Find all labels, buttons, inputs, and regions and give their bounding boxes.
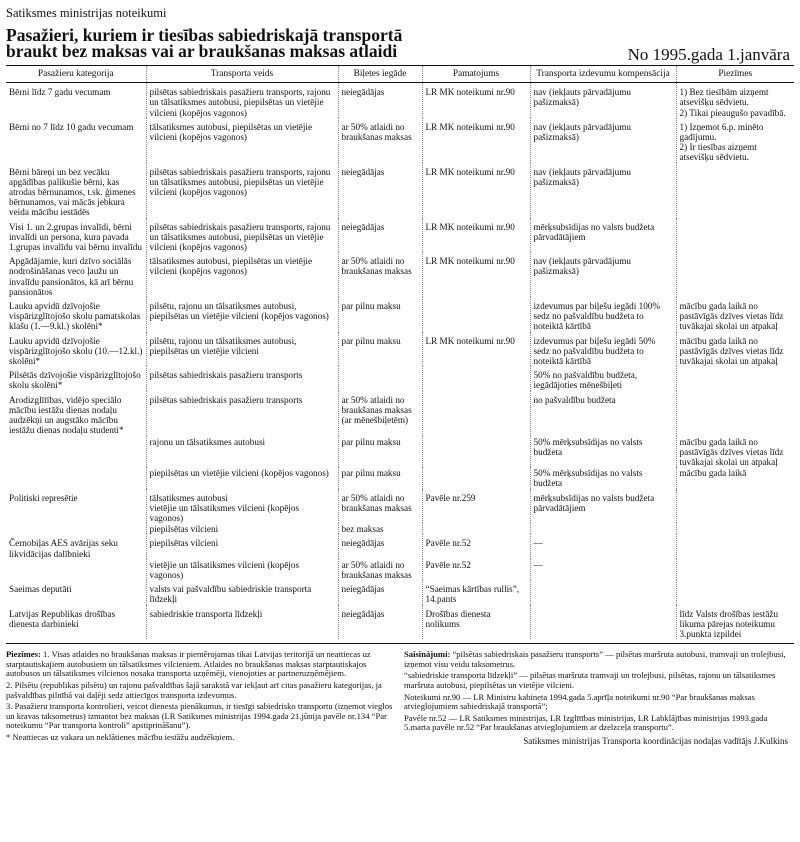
table-cell-notes: [676, 163, 794, 218]
table-row: [6, 580, 794, 604]
table-row: [6, 218, 794, 253]
table-cell-ticket: [338, 366, 422, 390]
table-cell-basis: LR MK noteikumi nr.90: [422, 332, 530, 367]
column-header: Pamatojums: [422, 66, 530, 83]
table-cell-basis: Pavēle nr.52: [422, 559, 530, 580]
table-cell-cat: Saeimas deputāti: [6, 580, 146, 604]
table-cell-cat: Arodizglītības, vidējo speciālo mācību iestāžu dienas nodaļu audzēkņi un augstāko mācību iestāžu dienas nodaļu studenti*: [6, 391, 146, 436]
table-cell-ticket: par pilnu maksu: [338, 297, 422, 332]
footnotes: [6, 650, 794, 746]
note-paragraph: * Neattiecas uz vakara un neklātienes mācību iestāžu audzēkņiem.: [6, 731, 235, 742]
table-cell-transport: pilsētas sabiedriskais pasažieru transports, rajonu un tālsatiksmes autobusi, piepilsētas un vietējie vilcieni (kopējos vagonos): [146, 83, 338, 118]
table-row: [6, 605, 794, 640]
table-cell-cat: Černobiļas AES avārijas seku likvidācijas dalībnieki: [6, 534, 146, 558]
table-cell-ticket: bez maksas: [338, 523, 422, 534]
note-paragraph: [6, 650, 396, 679]
table-cell-comp: mērķsubsīdijas no valsts budžeta pārvadātājiem: [530, 489, 676, 524]
table-cell-notes: 1) Izņemot 6.p. minēto gadījumu. 2) Ir tiesības aizņemt atsevišķu sēdvietu.: [679, 121, 764, 163]
table-cell-cat: Politiski represētie: [6, 489, 146, 524]
table-row: [6, 523, 794, 534]
table-cell-ticket: neiegādājas: [338, 83, 422, 118]
table-row: [6, 559, 794, 580]
table-cell-basis: [422, 297, 530, 332]
table-row: [6, 163, 794, 218]
table-cell-basis: “Saeimas kārtības rullis”, 14.pants: [422, 580, 530, 604]
table-cell-cat: Bērni bāreņi un bez vecāku apgādības palikušie bērni, kas atrodas bērnunamos, t.sk. ģimenes bērnunamos, vai mācās jebkura veida mācību iestādēs: [6, 163, 146, 218]
table-cell-transport: rajonu un tālsatiksmes autobusi: [146, 436, 338, 468]
table-cell-transport: pilsētas sabiedriskais pasažieru transports, rajonu un tālsatiksmes autobusi, piepilsētas un vietējie vilcieni (kopējos vagonos): [146, 163, 338, 218]
table-cell-basis: [422, 523, 530, 534]
table-row: [6, 118, 794, 163]
table-cell-comp: 50% mērķsubsīdijas no valsts budžeta: [530, 467, 676, 488]
table-cell-cat: Apgādājamie, kuri dzīvo sociālās nodrošināšanas veco ļaužu un invalīdu pansionātos, kā arī bērnu pansionātos: [6, 252, 146, 297]
effective-date: No 1995.gada 1.janvāra: [627, 45, 790, 64]
table-cell-transport: tālsatiksmes autobusi vietējie un tālsatiksmes vilcieni (kopējos vagonos): [146, 489, 338, 524]
table-row: [6, 467, 794, 488]
table-cell-basis: Drošības dienesta nolikums: [422, 605, 530, 640]
table-cell-comp: nav (iekļauts pārvadājumu pašizmaksā): [530, 252, 676, 297]
table-cell-comp: nav (iekļauts pārvadājumu pašizmaksā): [530, 83, 676, 118]
note-paragraph: Noteikumi nr.90 — LR Ministru kabineta 1994.gada 5.aprīļa noteikumi nr.90 “Par braukšanas maksas atvieglojumiem sabiedriskajā transportā”;: [404, 691, 755, 712]
table-cell-transport: piepilsētas vilcieni: [146, 534, 338, 558]
table-cell-notes: 1) Bez tiesībām aizņemt atsevišķu sēdvietu. 2) Tikai pieaugušo pavadībā.: [679, 87, 786, 118]
table-cell-comp: 50% mērķsubsīdijas no valsts budžeta: [530, 436, 676, 468]
title-line-1: Pasažieri, kuriem ir tiesības sabiedriskajā transportā: [6, 25, 403, 45]
table-cell-ticket: ar 50% atlaidi no braukšanas maksas: [338, 559, 422, 580]
table-cell-basis: LR MK noteikumi nr.90: [422, 218, 530, 253]
notes-column-left: [6, 650, 396, 746]
table-row: [6, 332, 794, 367]
table-cell-basis: [422, 436, 530, 468]
abbreviations-label: Saīsinājumi:: [404, 649, 451, 660]
table-cell-notes: [676, 559, 794, 580]
table-cell-ticket: neiegādājas: [338, 218, 422, 253]
table-cell-cat: Bērni līdz 7 gadu vecumam: [6, 83, 146, 118]
notes-column-right: [404, 650, 794, 746]
table-cell-comp: —: [530, 559, 676, 580]
table-row: [6, 366, 794, 390]
table-cell-ticket: neiegādājas: [338, 534, 422, 558]
table-row: [6, 83, 794, 118]
note-text: 1. Visas atlaides no braukšanas maksas ir piemērojamas tikai Latvijas teritorijā un neattiecas uz starptautiskajiem autobusiem un tālsatiksmes vilcieniem. Atlaides no braukšanas maksas starptautiskajos autobusos un tālsatiksmes vilcienos nosaka transporta uzņēmēji, vienojoties ar partneruzņēmējiem.: [6, 649, 371, 679]
note-paragraph: 3. Pasažieru transporta kontrolieri, veicot dienesta pienākumus, ir tiesīgi sabiedrisko transportu (izņemot vieglos un kravas taksometrus) izmantot bez maksas (LR Satiksmes ministrijas 1994.gada 21.jūnija pavēle nr.134 “Par noteikumu “Par transporta kontroli” apstiprināšanu”).: [6, 701, 393, 731]
table-cell-cat: Lauku apvidū dzīvojošie vispārizglītojošo skolu pamatskolas klašu (1.—9.kl.) skolēni*: [6, 297, 146, 332]
table-cell-cat: Latvijas Republikas drošības dienesta darbinieki: [6, 605, 146, 640]
table-cell-notes: [676, 366, 794, 390]
table-cell-notes: [676, 523, 794, 534]
table-cell-ticket: ar 50% atlaidi no braukšanas maksas: [338, 118, 422, 163]
table-cell-cat: [6, 436, 146, 468]
table-cell-cat: Lauku apvidū dzīvojošie vispārizglītojošo skolu (10.—12.kl.) skolēni*: [6, 332, 146, 367]
table-cell-cat: Bērni no 7 līdz 10 gadu vecumam: [6, 118, 146, 163]
table-cell-comp: mērķsubsīdijas no valsts budžeta pārvadātājiem: [530, 218, 676, 253]
column-header: Biļetes iegāde: [338, 66, 422, 83]
note-paragraph: “sabiedriskie transporta līdzekļi” — pilsētas maršruta tramvaji un trolejbusi, pilsētas, rajonu un tālsatiksmes maršruta autobusi, piepilsētas un vietējie vilcieni.: [404, 670, 776, 690]
benefits-table: [6, 65, 794, 639]
table-cell-comp: no pašvaldību budžeta: [530, 391, 676, 436]
table-cell-comp: [530, 523, 676, 534]
table-cell-notes: mācību gada laikā no pastāvīgās dzīves vietas līdz tuvākajai skolai un atpakaļ: [679, 301, 784, 332]
column-header: Transporta veids: [146, 66, 338, 83]
table-cell-transport: tālsatiksmes autobusi, piepilsētas un vietējie vilcieni (kopējos vagonos): [146, 252, 338, 297]
table-cell-cat: [6, 467, 146, 488]
table-cell-comp: nav (iekļauts pārvadājumu pašizmaksā): [530, 118, 676, 163]
table-cell-transport: tālsatiksmes autobusi, piepilsētas un vietējie vilcieni (kopējos vagonos): [146, 118, 338, 163]
table-cell-transport: pilsētas sabiedriskais pasažieru transports, rajonu un tālsatiksmes autobusi, piepilsētas un vietējie vilcieni (kopējos vagonos): [146, 218, 338, 253]
table-cell-transport: pilsētas sabiedriskais pasažieru transports: [146, 391, 338, 436]
table-cell-comp: izdevumus par biļešu iegādi 50% sedz no pašvaldību budžeta to noteiktā kārtībā: [530, 332, 676, 367]
table-cell-comp: [530, 605, 676, 640]
table-row: [6, 252, 794, 297]
table-cell-comp: —: [530, 534, 676, 558]
notes-label: Piezīmes:: [6, 649, 41, 660]
table-cell-ticket: ar 50% atlaidi no braukšanas maksas (ar mēnešbiļetēm): [338, 391, 422, 436]
table-cell-notes: mācību gada laikā no pastāvīgās dzīves vietas līdz tuvākajai skolai un atpakaļ: [679, 335, 784, 367]
table-cell-basis: LR MK noteikumi nr.90: [422, 83, 530, 118]
table-cell-ticket: ar 50% atlaidi no braukšanas maksas: [338, 489, 422, 524]
footer-divider: [6, 643, 794, 644]
table-cell-transport: pilsētu, rajonu un tālsatiksmes autobusi, piepilsētas un vietējie vilcieni (kopējos vagonos): [146, 297, 338, 332]
table-cell-comp: [530, 580, 676, 604]
table-cell-comp: 50% no pašvaldību budžeta, iegādājoties mēnešbiļeti: [530, 366, 676, 390]
note-paragraph: 2. Pilsētu (republikas pilsētu) un rajonu pašvaldības šajā sarakstā var iekļaut arī citas pasažieru kategorijas, ja pašvaldības pilnībā vai daļēji sedz attiecīgos transporta izdevumus.: [6, 679, 382, 700]
table-cell-notes: [676, 218, 794, 253]
table-row: [6, 391, 794, 436]
column-header: Pasažieru kategorija: [6, 66, 146, 83]
title-block: [6, 27, 794, 65]
table-row: [6, 534, 794, 558]
table-cell-ticket: ar 50% atlaidi no braukšanas maksas: [338, 252, 422, 297]
column-header: Piezīmes: [676, 66, 794, 83]
title-line-2: braukt bez maksas vai ar braukšanas maksas atlaidi: [6, 41, 398, 61]
table-cell-basis: [422, 366, 530, 390]
table-row: [6, 297, 794, 332]
table-cell-basis: [422, 391, 530, 436]
table-body: [6, 83, 794, 639]
table-row: [6, 489, 794, 524]
note-paragraph: [404, 650, 794, 669]
table-row: [6, 436, 794, 468]
note-paragraph: Pavēle nr.52 — LR Satiksmes ministrijas, LR Izglītības ministrijas, LR Labklājības ministrijas 1993.gada 5.marta pavēle nr.52 “Par braukšanas atvieglojumiem ar dzelzceļa transportu”.: [404, 712, 768, 733]
note-text: “pilsētas sabiedriskais pasažieru transports” — pilsētas maršruta autobusi, tramvaji un trolejbusi, izņemot visu veidu taksometrus.: [404, 649, 786, 669]
column-header: Transporta izdevumu kompensācija: [530, 66, 676, 83]
table-cell-transport: vietējie un tālsatiksmes vilcieni (kopējos vagonos): [146, 559, 338, 580]
table-cell-transport: sabiedriskie transporta līdzekļi: [146, 605, 338, 640]
table-cell-basis: Pavēle nr.259: [422, 489, 530, 524]
table-header-row: [6, 66, 794, 83]
table-cell-transport: valsts vai pašvaldību sabiedriskie transporta līdzekļi: [146, 580, 338, 604]
table-cell-basis: LR MK noteikumi nr.90: [422, 163, 530, 218]
table-cell-notes: [676, 580, 794, 604]
table-cell-notes: mācību gada laikā: [679, 468, 747, 479]
table-cell-ticket: par pilnu maksu: [338, 436, 422, 468]
table-cell-comp: izdevumus par biļešu iegādi 100% sedz no pašvaldību budžeta to noteiktā kārtībā: [530, 297, 676, 332]
table-cell-basis: Pavēle nr.52: [422, 534, 530, 558]
table-cell-cat: Visi 1. un 2.grupas invalīdi, bērni invalīdi un persona, kura pavada 1.grupas invalīdu vai bērnu invalīdu: [6, 218, 146, 253]
table-cell-notes: mācību gada laikā no pastāvīgās dzīves vietas līdz tuvākajai skolai un atpakaļ: [679, 436, 784, 467]
table-cell-cat: [6, 523, 146, 534]
table-cell-basis: LR MK noteikumi nr.90: [422, 252, 530, 297]
table-cell-ticket: par pilnu maksu: [338, 467, 422, 488]
ministry-heading: Satiksmes ministrijas noteikumi: [6, 6, 167, 20]
table-cell-ticket: par pilnu maksu: [338, 332, 422, 367]
signature: Satiksmes ministrijas Transporta koordinācijas nodaļas vadītājs J.Kulkins: [523, 735, 788, 746]
table-cell-transport: pilsētas sabiedriskais pasažieru transports: [146, 366, 338, 390]
table-cell-ticket: neiegādājas: [338, 605, 422, 640]
table-cell-notes: [676, 391, 794, 436]
table-cell-notes: [676, 534, 794, 558]
table-cell-ticket: neiegādājas: [338, 580, 422, 604]
table-cell-notes: [676, 252, 794, 297]
table-cell-basis: LR MK noteikumi nr.90: [422, 118, 530, 163]
table-cell-cat: Pilsētās dzīvojošie vispārizglītojošo skolu skolēni*: [6, 366, 146, 390]
table-cell-transport: piepilsētas vilcieni: [146, 523, 338, 534]
table-cell-comp: nav (iekļauts pārvadājumu pašizmaksā): [530, 163, 676, 218]
table-cell-cat: [6, 559, 146, 580]
table-cell-transport: pilsētu, rajonu un tālsatiksmes autobusi, piepilsētas un vietējie vilcieni: [146, 332, 338, 367]
table-cell-notes: līdz Valsts drošības iestāžu likuma pārejas noteikumu 3.punkta izpildei: [679, 608, 779, 639]
table-cell-basis: [422, 467, 530, 488]
table-cell-ticket: neiegādājas: [338, 163, 422, 218]
table-cell-notes: [676, 489, 794, 524]
table-cell-transport: piepilsētas un vietējie vilcieni (kopējos vagonos): [146, 467, 338, 488]
